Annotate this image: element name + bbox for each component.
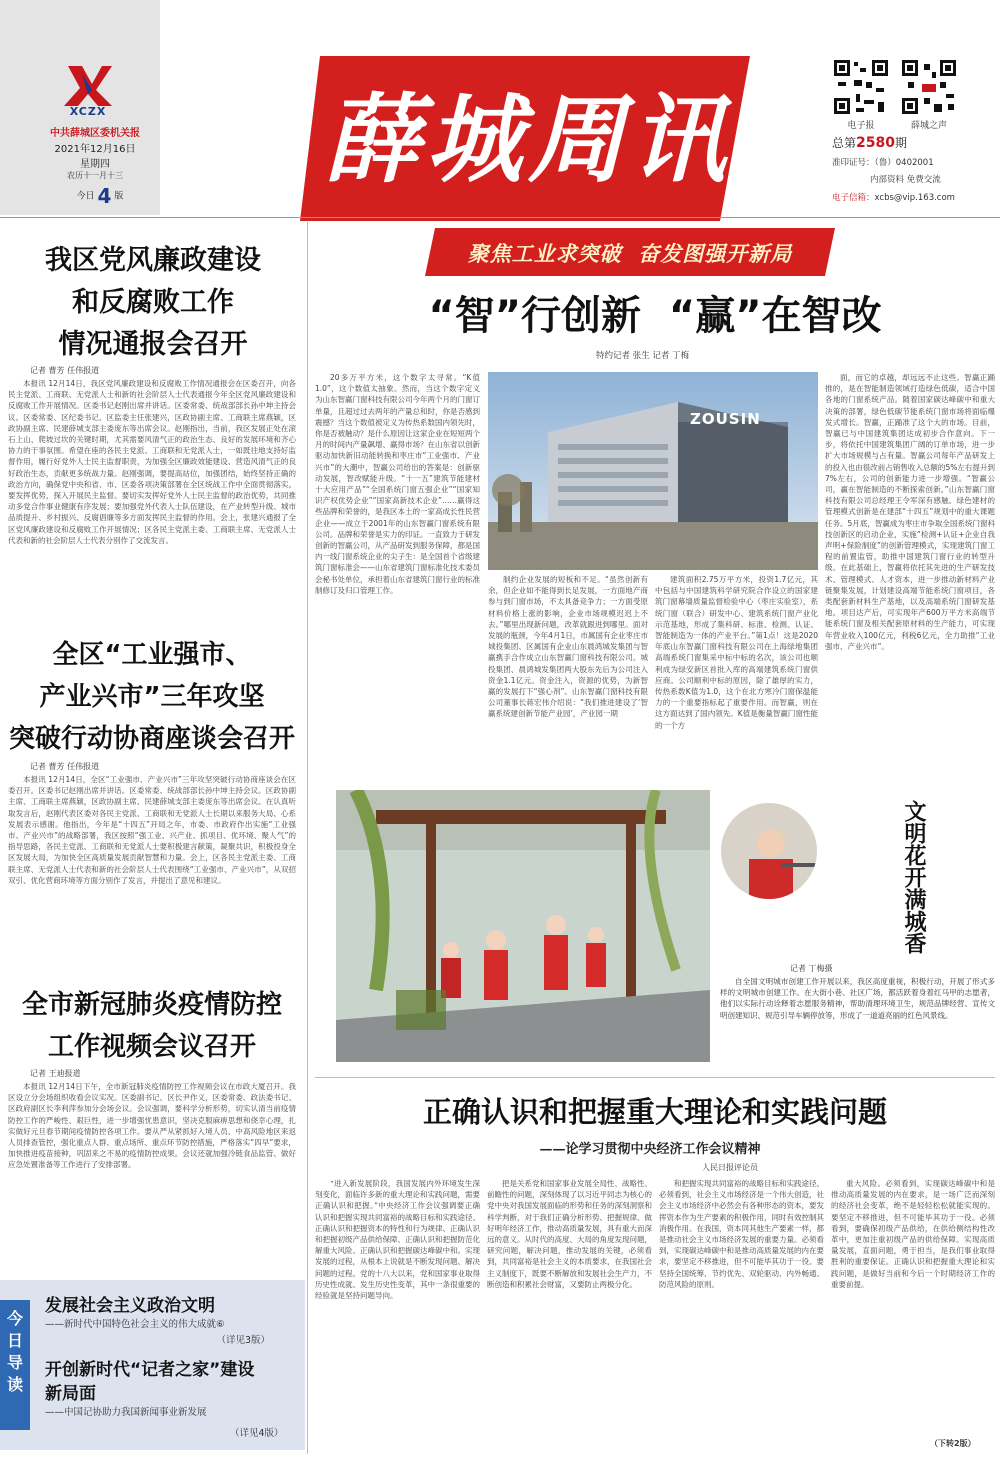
guide-item-title: 开创新时代“记者之家”建设新局面 — [45, 1360, 255, 1404]
guide-item[interactable] — [45, 1294, 300, 1346]
feature-byline: 记者 丁梅摄 — [790, 964, 833, 973]
volunteer-inset-photo — [718, 800, 820, 902]
story2-title — [4, 634, 300, 760]
theory-title: 正确认识和把握重大理论和实践问题 — [422, 1095, 887, 1129]
guide-item-page: （详见3版） — [216, 1335, 270, 1346]
story2-body: 本报讯 12月14日，全区“工业强市、产业兴市”三年攻坚突破行动协商座谈会在区委召开。区委书记赵刚出席并讲话。区委常委、统战部部长孙中坤主持会议。区政协副主席、工商联主席燕颖，区政协副主席、民建薛城支部主委庞东等出席会议。在认真听取发言后，赵刚代表区委对各民主党派、工商联和无党派人士长期以来服务大局、心系发展表示感谢。他指出，今年是“十四五”开局之年，市委、市政府作出实施“工业强市、产业兴市”的战略部署，我区按照“强工业、兴产业、抓项目、优环境、聚人气”的指导思路，各民主党派、工商联和无党派人士要积极建言献策，凝聚共识，积极投身全区发展大局，为加快全区高质量发展贡献智慧和力量。会上，区各民主党派主委、工商联主席、无党派人士代表和新的社会阶层人士代表围绕“工业强市、产业兴市”，从双招双引、优化营商环境等方面分别作了发言，并提出了意见和建议。 — [8, 775, 296, 885]
edition-prefix: 今日 — [76, 191, 95, 202]
masthead-rule — [0, 217, 1000, 218]
story3-title-line: 全市新冠肺炎疫情防控 — [21, 990, 282, 1020]
theory-col1: “进入新发展阶段，我国发展内外环境发生深刻变化，面临许多新的重大理论和实践问题，需要正确认识和把握。”中央经济工作会议强调要正确认识和把握实现共同富裕的战略目标和实践途径、正确认识和把握资本的特性和行为规律、正确认识和把握初级产品供给保障、正确认识和把握防范化解重大风险、正确认识和把握碳达峰碳中和。实现发展的过程，从根本上说就是不断发现问题、解决问题的过程。党的十八大以来，党和国家事业取得历史性成就、发生历史性变革，其中一条很重要的经验就是坚持问题导向。 — [315, 1179, 480, 1301]
qr-code-voice[interactable] — [900, 58, 958, 116]
org-name: 中共薛城区委机关报 — [50, 128, 140, 139]
qr-label-epaper: 电子报 — [847, 121, 875, 131]
internal-note: 内部资料 免费交流 — [870, 175, 941, 185]
theory-subtitle: ——论学习贯彻中央经济工作会议精神 — [539, 1142, 761, 1157]
issue-number — [832, 134, 972, 151]
qr-code-epaper[interactable] — [832, 58, 890, 116]
story1-title-line: 我区党风廉政建设 — [45, 245, 261, 276]
factory-photo — [488, 372, 818, 570]
issue-value: 2580 — [856, 135, 895, 151]
guide-item-page: （详见4版） — [230, 1428, 284, 1439]
story1-title-line: 和反腐败工作 — [72, 287, 234, 318]
theory-rule — [315, 1077, 995, 1078]
story1-body: 本报讯 12月14日，我区党风廉政建设和反腐败工作情况通报会在区委召开，向各民主党派、工商联、无党派人士和新的社会阶层人士代表通报今年全区党风廉政建设和反腐败工作开展情况。区委书记赵刚出席并讲话。区委常委、统战部部长孙中坤主持会议。区委常委、区纪委书记、区监委主任张建兴，区政协副主席、工商联主席燕颖，区政协副主席、民建薛城支部主委庞东等出席会议。赵刚指出，当前，我区发展正处在滚石上山、爬坡过坎的关键时期，尤其需要风清气正的政治生态、良好的发展环境和齐心协力的干事氛围。希望在座的各民主党派、工商联和无党派人士，一如既往地支持好监督作用，履行好党外人士民主监督职责，为加强全区廉政效能建设、营造风清气正的良好政治生态，贡献更多统战力量。赵刚强调，要提高站位，加强团结，始终坚持正确的政治方向，确保党中央和省、市、区委各项决策部署在全区统战工作中全面贯彻落实。要发挥优势，探入开展民主监督。要切实发挥好党外人士民主监督的政治优势，共同推动多党合作事业健康有序发展；要加强党外代表人士队伍建设，在产业转型升级、城市品质提升、乡村振兴、反腐倡廉等多方面发挥民主监督的作用。会上，张建兴通报了全区党风廉政建设和反腐败工作开展情况；区各民主党派主委、工商联主席、无党派人士代表和新的社会阶层人士代表分别作了交流发言。 — [8, 379, 296, 545]
column-divider — [307, 222, 308, 1454]
story2-title-line: 产业兴市”三年攻坚 — [39, 682, 265, 712]
guide-item-sub: ——中国记协助力我国新闻事业新发展 — [45, 1407, 207, 1418]
issue-suffix: 期 — [894, 136, 907, 150]
issue-date: 2021年12月16日 — [54, 144, 136, 155]
factory-sign: ZOUSIN — [690, 410, 761, 428]
lead-col1: 20多万平方米，这个数字太寻常。“K值1.0”，这个数值太抽象。然而，当这个数字定义为山东智赢门窗科技有限公司今年两个月的门窗订单量，且超过过去两年的产量总和时，你是否感到震撼？当这个数值被定义为传热系数国内领先时，你是否被触动？是什么原因让这家企业在短短两个月的时间内产量飙增、赢得市场？在山东省以创新驱动加快新旧动能转换和枣庄市“工业强市、产业兴市”的大潮中，智赢公司给出的答案是：创新驱动发展，智改赋能升级。“十一五”建筑节能建材十大应用产品”“全国系统门窗五强企业”“国家知识产权优势企业”“国家高新技术企业”……赢得这些品牌和荣誉的，是我区本土的一家高成长性民营企业——成立于2001年的山东智赢门窗系统有限公司。品牌和荣誉是实力的印证。一直致力于研发创新的智赢公司，从产品研发到服务保障，都是国内一线门窗系统企业的尖子生：是全国首个省级建筑门窗标准会——山东省建筑门窗标准化技术委员会秘书处单位，承担着山东省建筑门窗行业的标准制修订及归口管理工作。 — [315, 373, 480, 595]
theory-col4: 重大风险。必须看到，实现碳达峰碳中和是推动高质量发展的内在要求，是一场广泛而深刻的经济社会变革，绝不是轻轻松松就能实现的。要坚定不移推进，但不可能毕其功于一役。必须看到，要确保初级产品供给，在供给侧结构性改革中，更加注重初级产品的供给保障。实现高质量发展，直面问题，勇于担当，是我们事业取得胜利的重要保证。正确认识和把握重大理论和实践问题，是做好当前和今后一个时期经济工作的重要前提。 — [831, 1179, 995, 1289]
lunar-date: 农历十一月十三 — [67, 171, 123, 180]
logo-icon — [58, 64, 116, 108]
story3-body: 本报讯 12月14日下午，全市新冠肺炎疫情防控工作视频会议在市政大厦召开。我区设立分会场组织收看会议实况。区委副书记、区长尹作义，区委常委、政法委书记、区政府副区长李利萍参加分会场会议。会议强调，要科学分析形势，切实认清当前疫情防控工作的严峻性、艰巨性，进一步增强忧患意识，坚决克服麻痹思想和侥幸心理，扎实做好元旦春节期间疫情防控各项工作。要从严从紧抓好入境人员、中高风险地区来返人员排查管控，强化重点人群、重点场所、重点环节防控措施，严格落实“四早”要求，加快推进疫苗接种，巩固来之不易的疫情防控成果。会议还就加强冷链食品监管、做好应急处置准备等工作进行了安排部署。 — [8, 1082, 296, 1170]
lead-col2: 制约企业发展的短板和不足。“虽然创新有余，但企业如不能得到长足发展，一方面地产商参与到门窗市场，不太具备竞争力；一方面受原材料价格上涨的影响，企业市场规模迟迟上不去。”哪里出现新问题，改革就跟进到哪里。面对发展的瓶颈，今年4月1日，市属国有企业枣庄市城投集团、区属国有企业山东晨鸿城发集团与智赢携手合作成立山东智赢门窗科技有限公司。城投集团、晨鸿城发集团两大股东先后为公司注入资金1.1亿元。资金注入，资源的优势，为新智赢的发展打下“强心剂”。山东智赢门窗科技有限公司董事长蒋宏伟介绍说：“我们推进建设了‘智赢系统建创新节能产业园’，产业园一期 — [488, 575, 648, 719]
logo-abbr: XCZX — [69, 105, 107, 118]
qr-label-voice: 薛城之声 — [910, 121, 947, 131]
today-guide — [0, 1280, 305, 1450]
story2-byline: 记者 曹芳 任伟报道 — [30, 762, 100, 771]
guide-item-sub: ——新时代中国特色社会主义的伟大成就⑥ — [45, 1319, 225, 1330]
guide-item-title: 发展社会主义政治文明 — [45, 1296, 215, 1316]
email-label: 电子信箱： — [832, 193, 875, 203]
edition-count — [55, 184, 145, 208]
guide-label: 今日导读 — [6, 1309, 23, 1394]
story1-title — [8, 240, 298, 366]
theory-col2: 把是关系党和国家事业发展全局性、战略性、前瞻性的问题，深刻体现了以习近平同志为核心的党中央对我国发展面临的形势和任务的深刻洞察和科学判断，对于我们正确分析形势、把握规律、做好明年经济工作，推动高质量发展，具有重大而深远的意义。从时代的高度、大局的角度发现问题，研究问题，解决问题，推动发展的关键，必须看到，共同富裕是社会主义的本质要求，在我国社会主义制度下，既要不断解放和发展社会生产力，不断创造和积累社会财富，又要防止两极分化。 — [487, 1179, 652, 1289]
print-permit: 准印证号：（鲁）0402001 — [832, 158, 934, 168]
feature-title: 文明花开满城香 — [901, 800, 927, 954]
lead-title: “智”行创新 “赢”在智改 — [428, 293, 882, 339]
story1-byline: 记者 曹芳 任伟报道 — [30, 366, 100, 375]
email-line — [832, 191, 997, 203]
story3-title-line: 工作视频会议召开 — [47, 1032, 256, 1062]
story2-title-line: 全区“工业强市、 — [52, 640, 252, 670]
email-address[interactable]: xcbs@vip.163.com — [874, 193, 955, 203]
story3-byline: 记者 王迪报道 — [30, 1069, 81, 1078]
theory-continued[interactable]: （下转2版） — [930, 1439, 976, 1448]
edition-suffix: 版 — [114, 191, 124, 202]
masthead-title: 薛城周讯 — [324, 83, 732, 196]
lead-col3: 建筑面积2.75万平方米，投资1.7亿元，其中包括与中国建筑科学研究院合作设立的国家建筑门窗幕墙质量监督检验中心（枣庄实验室），系统门窗（联合）研发中心、建筑系统门窗产业化示范基地，形成了集科研、标准、检测、认证、智能制造为一体的产业平台。”第1点！这是2020年底山东智赢门窗科技有限公司在上海绿地集团高端系统门窗集采中标中标的名次，该公司也顺利成为绿安新区首批入库的高端建筑系统门窗供应商。公司顺利中标的原因，除了雄厚的实力，传热系数K值为1.0，这个在北方寒冷门窗保温能力的一个重要指标起了重要作用。而智赢，则在这方面达到了国内领先。K值是衡量智赢门窗性能的一个方 — [655, 575, 818, 730]
story3-title — [4, 984, 300, 1068]
issue-prefix: 总第 — [832, 136, 857, 150]
guide-item[interactable] — [45, 1358, 255, 1420]
story1-title-line: 情况通报会召开 — [58, 329, 248, 360]
story2-title-line: 突破行动协商座谈会召开 — [8, 724, 295, 754]
theory-col3: 和把握实现共同富裕的战略目标和实践途径。必须看到，社会主义市场经济是一个伟大创造，社会主义市场经济中必然会有各种形态的资本，要发挥资本作为生产要素的积极作用，同时有效控制其消极作用。在我国，资本同其他生产要素一样，都是推动社会主义市场经济发展的重要力量。必须看到，实现碳达峰碳中和是推动高质量发展的内在要求，要坚定不移推进，但不可能毕其功于一役。要坚持全国统筹、节约优先、双轮驱动、内外畅通、防范风险的原则。 — [659, 1179, 824, 1289]
lead-col4: 面，而它的卓越，却远远不止这些。智赢正踊推的，是在智能制造领域打造绿色低碳，适合中国各地的门窗系统产品。随着国家碳达峰碳中和重大决策的部署，绿色低碳节能系统门窗市场将面临爆发式增长。智赢，正踊准了这个大的市场。目前，智赢已与中国建筑集团达成初步合作意向。下一步，将依托中国建筑集团广阔的订单市场，进一步扩大市场规模与占有量。智赢公司每年产品研发上的投入也由很改前占销售收入总额的5%左右提升到7%左右，公司的创新能力进一步增强。“智赢公司，赢在智能制造的不断探索创新。”山东智赢门窗科技有限公司总经理王令军深有感触。绿色建材的管理模式创新是在建部“十四五”规划中的重大课题任务。5月底，智赢成为枣庄市争取全国系统门窗科技创新区的启动企业，实施“检测+认证+企业自我声明+保险制度”的创新管理模式，实现建筑门窗工程的前置监管，助推中国建筑门窗行业的转型升级。在此基础上，智赢将依托其先进的生产研发技术、管理模式、人才资本，进一步推动新材料产业链聚集发展，计划建设高端节能系统门窗项目，各类配套新材料生产基地，以及高端系统门窗研发基地。项目达产后，可实现年产600万平方米高端节能系统门窗及相关配套原材料的生产能力，可实现年营业收入100亿元，利税6亿元，全力助推“工业强市、产业兴市”。 — [825, 373, 995, 651]
feature-caption: 自全国文明城市创建工作开展以来，我区高度重视，积极行动，开展了形式多样的文明城市创建工作。在大街小巷、社区广场，都活跃着身着红马甲的志愿者，他们以实际行动诠释着志愿服务精神，帮助清理环境卫生，规范品牌经营、宣传文明创建知识、规范引导车辆停放等，形成了一道道亮丽的红色风景线。 — [720, 977, 995, 1020]
edition-number: 4 — [97, 184, 112, 208]
theory-author: 人民日报评论员 — [702, 1163, 758, 1172]
slogan-text: 聚焦工业求突破 奋发图强开新局 — [467, 241, 793, 266]
volunteer-photo — [336, 790, 710, 1062]
lead-byline: 特约记者 张生 记者 丁梅 — [596, 351, 690, 361]
weekday: 星期四 — [80, 159, 110, 170]
